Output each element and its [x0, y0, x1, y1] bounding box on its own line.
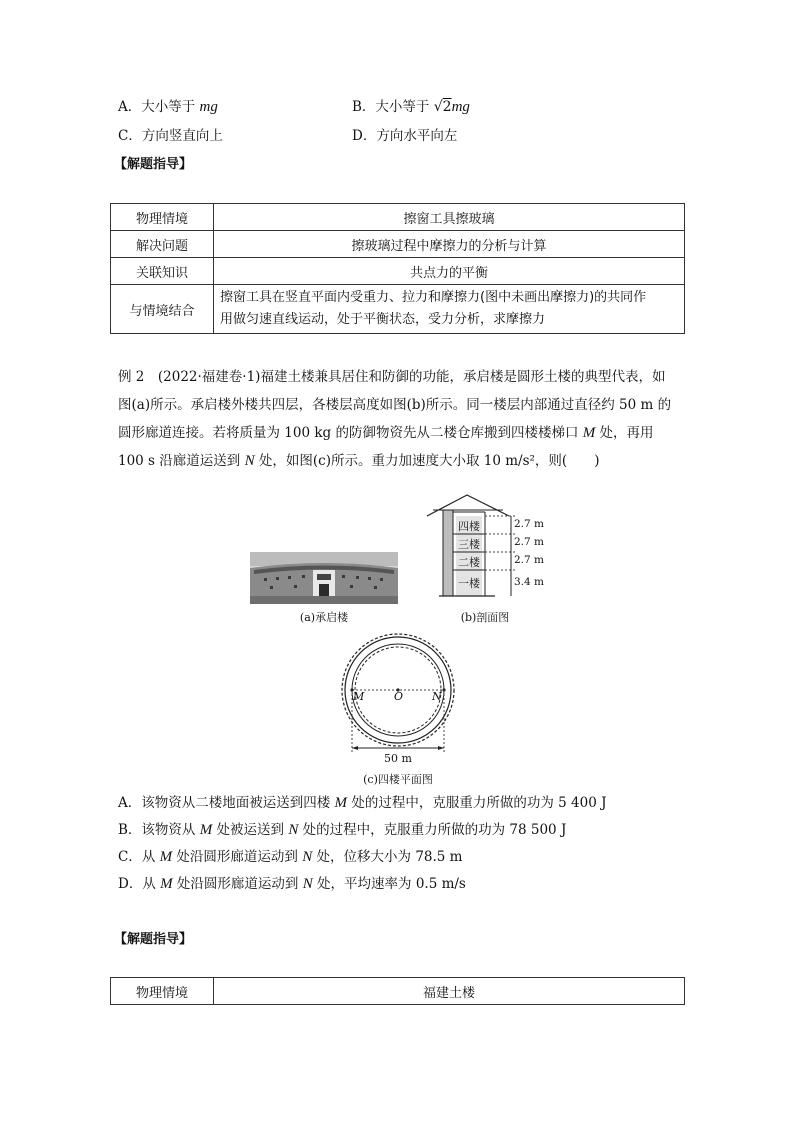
table-value-line: 擦窗工具在竖直平面内受重力、拉力和摩擦力(图中未画出摩擦力)的共同作	[220, 290, 647, 305]
table-row	[111, 231, 685, 258]
height-label-1: 3.4 m	[514, 576, 544, 588]
building-photo	[250, 552, 398, 604]
floor-label-1: 一楼	[458, 577, 480, 590]
tulou-photo-image	[250, 552, 398, 604]
table-value: 共点力的平衡	[214, 258, 685, 285]
example-line: 例 2 (2022·福建卷·1)福建土楼兼具居住和防御的功能，承启楼是圆形土楼的典型代表，如	[118, 369, 666, 385]
floor-label-4: 四楼	[458, 520, 480, 533]
height-label-2: 2.7 m	[514, 554, 544, 566]
sqrt-symbol: √2	[433, 99, 452, 115]
diameter-label: 50 m	[384, 752, 412, 765]
guide-table-1	[110, 203, 685, 334]
example-line: 100 s 沿廊道运送到 N 处，如图(c)所示。重力加速度大小取 10 m/s²，则( )	[118, 453, 600, 469]
table-key: 解决问题	[111, 231, 214, 258]
option-c: C．方向竖直向上	[118, 128, 223, 144]
table-value: 擦玻璃过程中摩擦力的分析与计算	[214, 231, 685, 258]
answer-c: C．从 M 处沿圆形廊道运动到 N 处，位移大小为 78.5 m	[118, 849, 463, 865]
table-value	[214, 285, 685, 334]
guide-table-2	[110, 977, 685, 1005]
floor-label-3: 三楼	[458, 538, 480, 551]
table-row	[111, 258, 685, 285]
option-d: D．方向水平向左	[352, 128, 458, 144]
example-line: 圆形廊道连接。若将质量为 100 kg 的防御物资先从二楼仓库搬到四楼楼梯口 M 处，再用	[118, 425, 654, 441]
caption-b: (b)剖面图	[460, 611, 510, 624]
example-line: 图(a)所示。承启楼外楼共四层，各楼层高度如图(b)所示。同一楼层内部通过直径约 50 m 的	[118, 397, 672, 413]
table-key: 关联知识	[111, 258, 214, 285]
floor-label-2: 二楼	[458, 556, 480, 569]
table-value: 福建土楼	[214, 978, 685, 1005]
table-key: 物理情境	[111, 978, 214, 1005]
caption-a: (a)承启楼	[299, 611, 349, 624]
option-a: A．大小等于 mg	[118, 99, 218, 115]
table-row	[111, 204, 685, 231]
label-o: O	[394, 690, 404, 703]
answer-d: D．从 M 处沿圆形廊道运动到 N 处，平均速率为 0.5 m/s	[118, 876, 466, 892]
label-m: M	[353, 690, 365, 703]
guide-heading-2: 【解题指导】	[114, 932, 193, 947]
caption-c: (c)四楼平面图	[363, 773, 433, 786]
table-value-line: 用做匀速直线运动，处于平衡状态，受力分析，求摩擦力	[220, 312, 546, 327]
table-row	[111, 285, 685, 334]
answer-b: B．该物资从 M 处被运送到 N 处的过程中，克服重力所做的功为 78 500 J	[118, 822, 567, 838]
table-key: 与情境结合	[111, 285, 214, 334]
height-label-4: 2.7 m	[514, 518, 544, 530]
guide-heading-1: 【解题指导】	[114, 157, 193, 172]
table-value: 擦窗工具擦玻璃	[214, 204, 685, 231]
table-key: 物理情境	[111, 204, 214, 231]
table-row	[111, 978, 685, 1005]
height-label-3: 2.7 m	[514, 536, 544, 548]
example-2	[118, 363, 708, 475]
plan-diagram	[338, 628, 458, 768]
option-b: B．大小等于 √2mg	[352, 99, 470, 115]
label-n: N	[432, 690, 442, 703]
answer-a: A．该物资从二楼地面被运送到四楼 M 处的过程中，克服重力所做的功为 5 400 J	[118, 795, 607, 811]
section-diagram	[425, 492, 555, 604]
